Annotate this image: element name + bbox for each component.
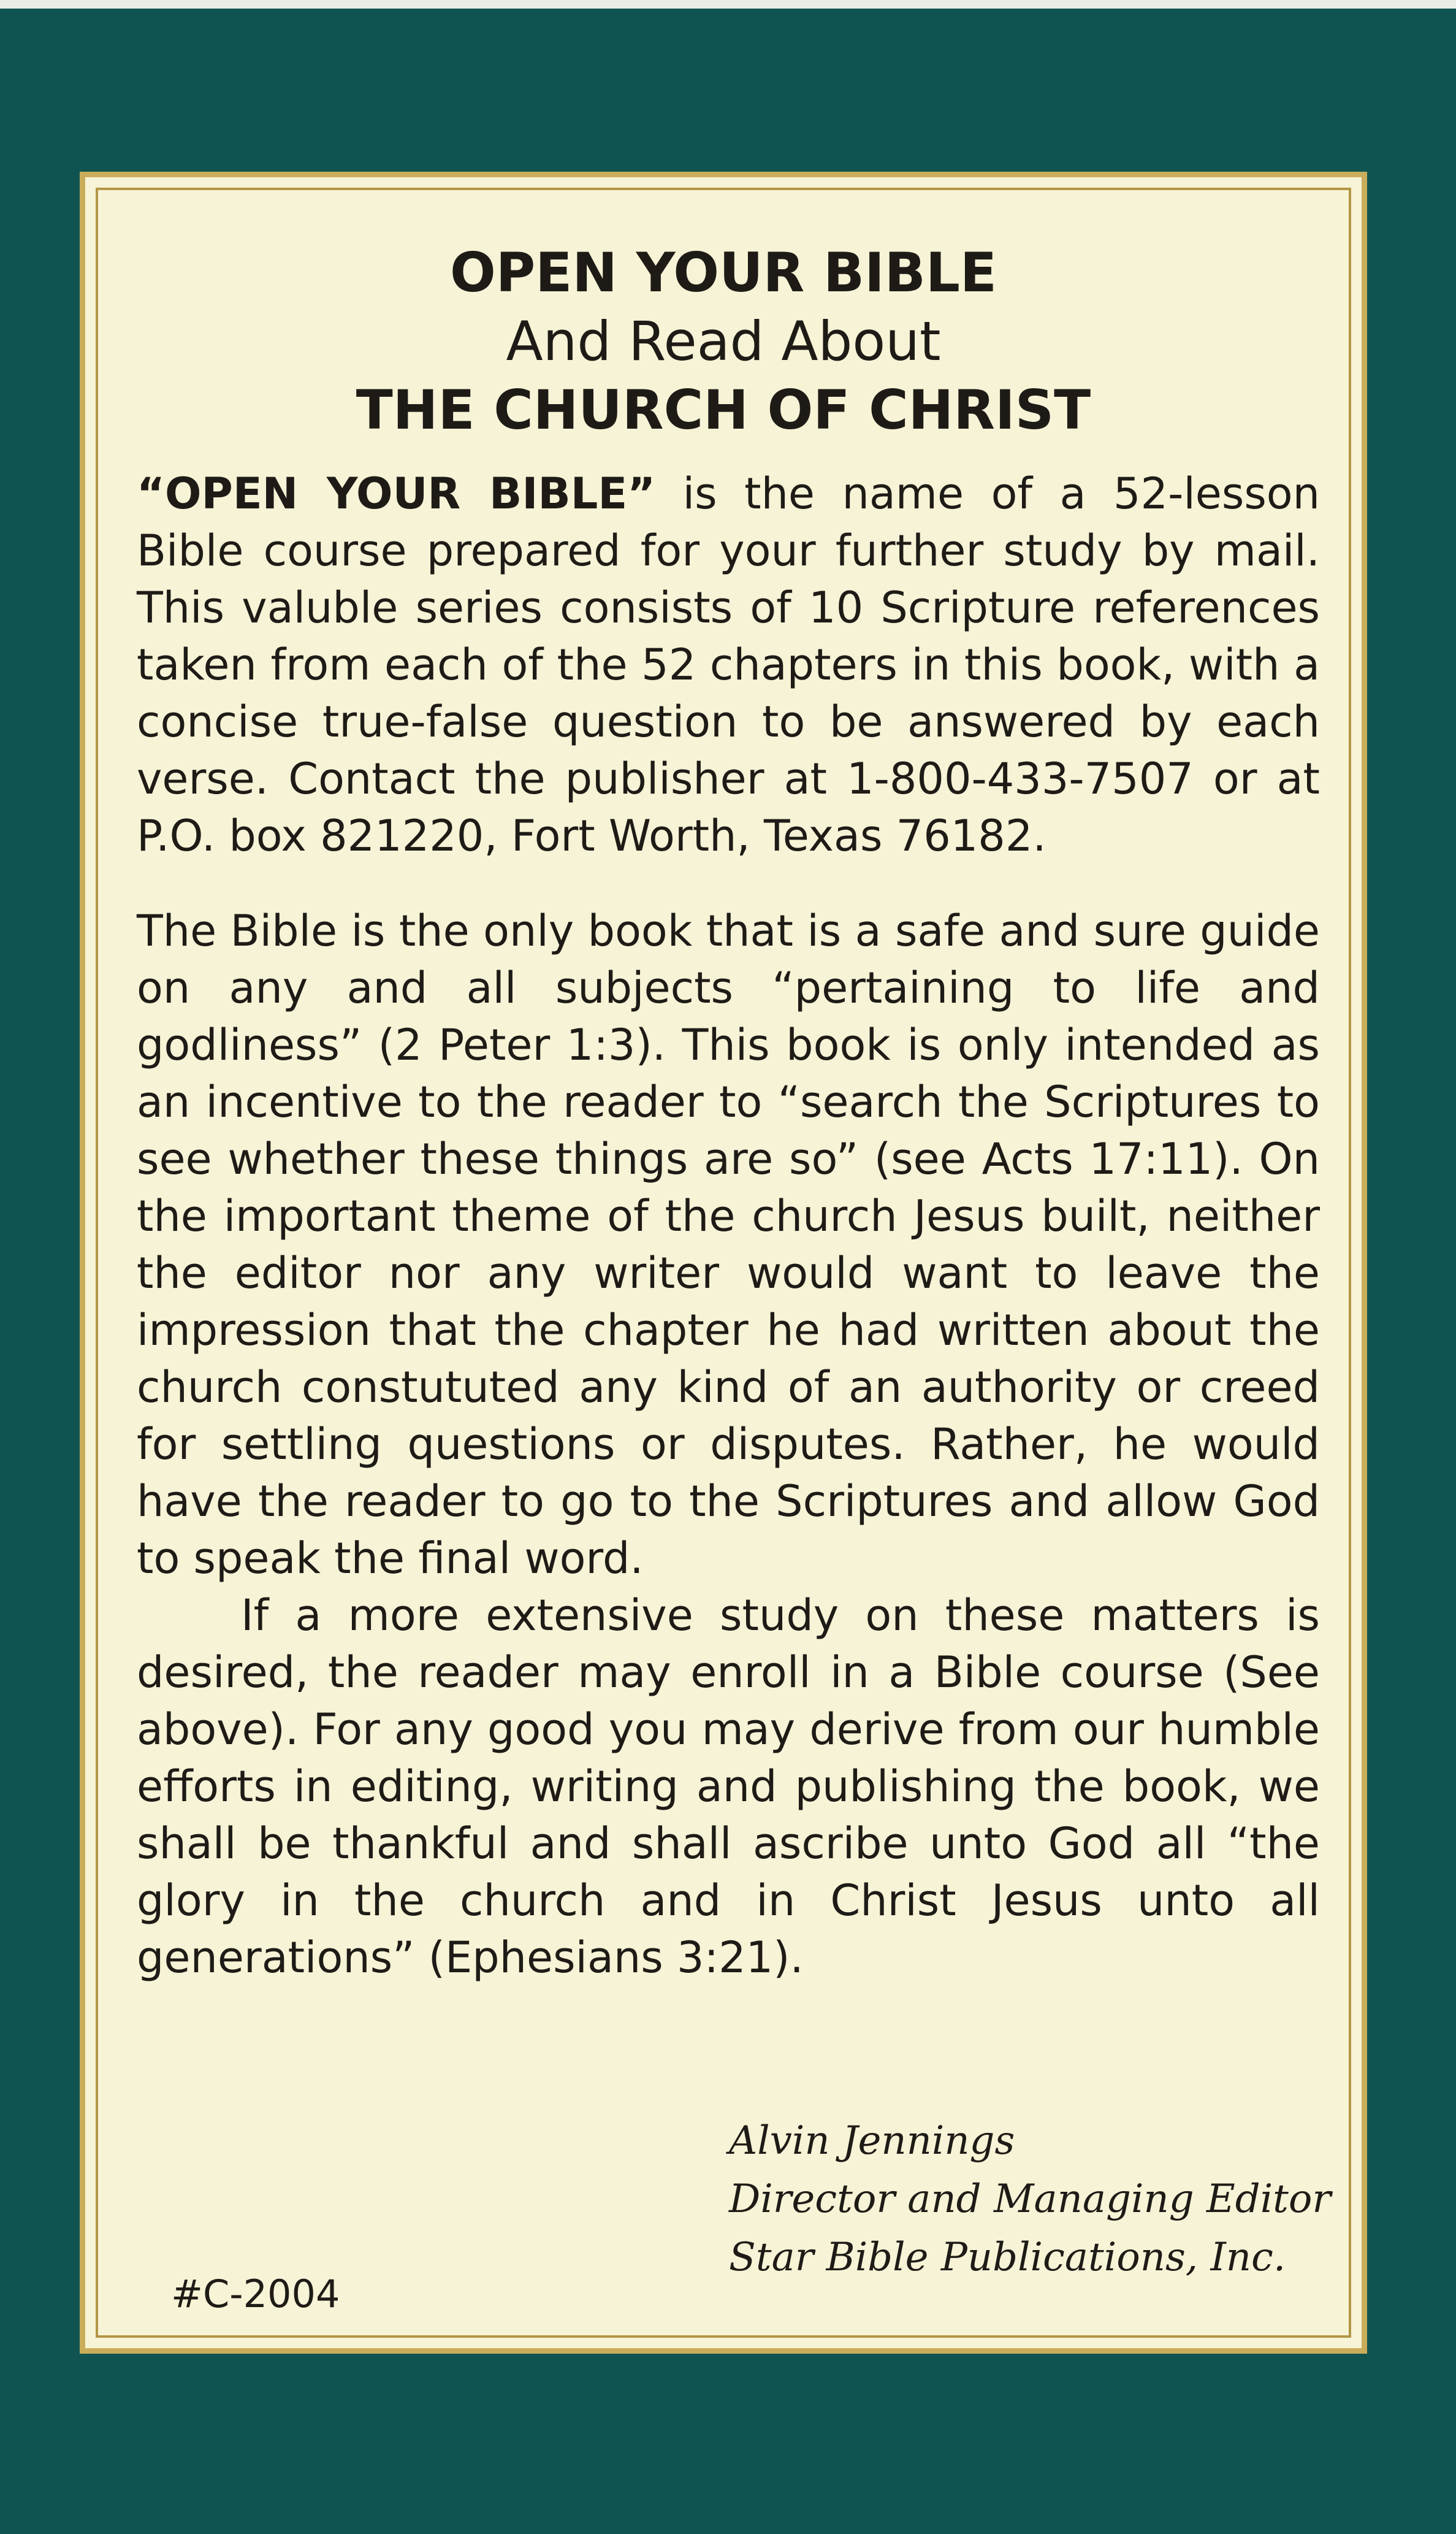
course-description: is the name of a 52-lesson Bible course prepared for your further study by mail. This valuble series consists of 10 Scripture references taken from each of the 52 chapters in this book, with a concise true-false question to be answered by each verse. Contact the publisher at 1-800-433-7507 or at P.O. box 821220, Fort Worth, Texas 76182. (137, 469, 1320, 861)
paragraph-course (137, 465, 1320, 865)
heading-church: THE CHURCH OF CHRIST (356, 378, 1091, 442)
signature-name: Alvin Jennings (729, 2118, 1015, 2164)
signature-title: Director and Managing Editor (729, 2176, 1331, 2222)
course-name: “OPEN YOUR BIBLE” (137, 469, 656, 519)
signature-company: Star Bible Publications, Inc. (729, 2235, 1286, 2280)
heading-subtitle: And Read About (506, 310, 941, 373)
heading-title: OPEN YOUR BIBLE (449, 241, 997, 304)
heading-block (85, 239, 1362, 445)
paragraph-bible: The Bible is the only book that is a safe and sure guide on any and all subjects “pertaining to life and godliness” (2 Peter 1:3). This book is only intended as an incentive to the reader to “search the Scriptures to see whether these things are so” (see Acts 17:11). On the important theme of the church Jesus built, neither the editor nor any writer would want to leave the impression that the chapter he had written about the church constututed any kind of an authority or creed for settling questions or disputes. Rather, he would have the reader to go to the Scriptures and allow God to speak the final word. (137, 906, 1320, 1583)
paragraph-study: If a more extensive study on these matters is desired, the reader may enroll in a Bible course (See above). For any good you may derive from our humble efforts in editing, writing and publishing the book, we shall be thankful and shall ascribe unto God all “the glory in the church and in Christ Jesus unto all generations” (Ephesians 3:21). (137, 1590, 1320, 1983)
signature-block (729, 2112, 1342, 2287)
catalog-number: #C-2004 (171, 2272, 340, 2316)
content-panel (80, 172, 1367, 2354)
body-text (137, 465, 1320, 1986)
